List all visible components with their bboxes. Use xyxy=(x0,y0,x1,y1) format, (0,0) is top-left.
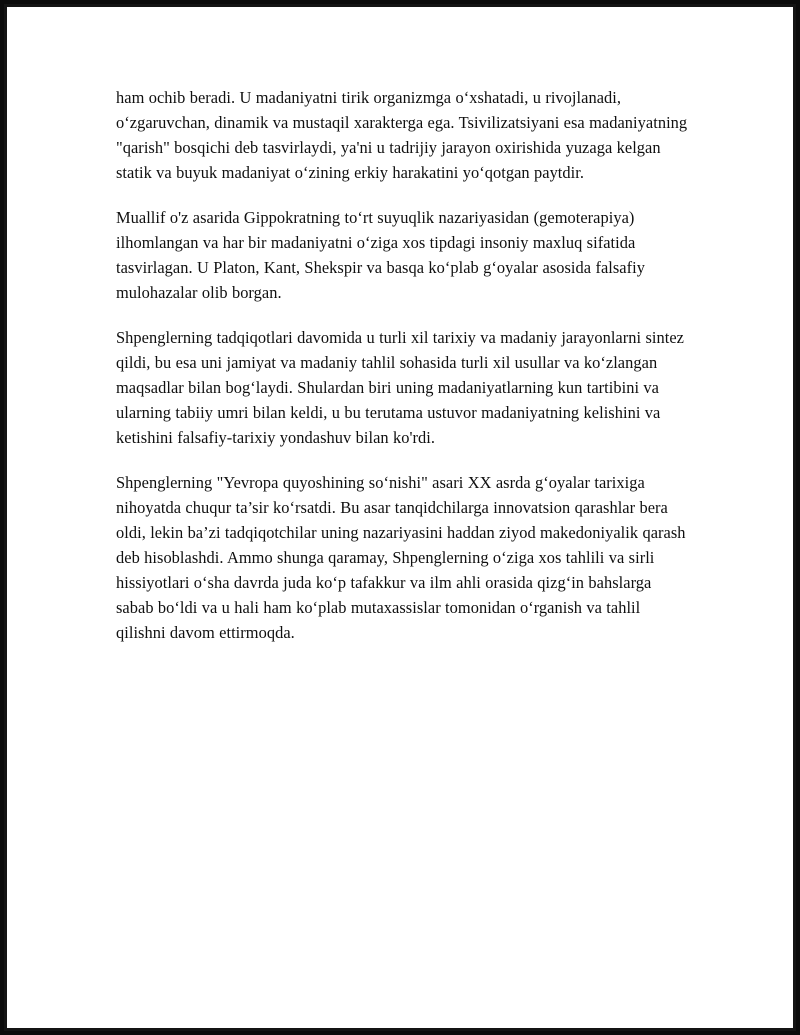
document-page-sheet xyxy=(7,7,793,1028)
page-frame-inner-border xyxy=(4,4,796,1031)
document-paragraph: Shpenglerning "Yevropa quyoshining so‘nishi" asari XX asrda g‘oyalar tarixiga nihoyatda chuqur ta’sir ko‘rsatdi. Bu asar tanqidchilarga innovatsion qarashlar bera oldi, lekin ba’zi tadqiqotchilar uning nazariyasini haddan ziyod makedoniyalik qarash deb hisoblashdi. Ammo shunga qaramay, Shpenglerning o‘ziga xos tahlili va sirli hissiyotlari o‘sha davrda juda ko‘p tafakkur va ilm ahli orasida qizg‘in bahslarga sabab bo‘ldi va u hali ham ko‘plab mutaxassislar tomonidan o‘rganish va tahlil qilishni davom ettirmoqda. xyxy=(116,473,686,642)
document-paragraph: Muallif o'z asarida Gippokratning to‘rt suyuqlik nazariyasidan (gemoterapiya) ilhomlangan va har bir madaniyatni o‘ziga xos tipdagi insoniy maxluq sifatida tasvirlagan. U Platon, Kant, Shekspir va basqa ko‘plab g‘oyalar asosida falsafiy mulohazalar olib borgan. xyxy=(116,208,645,302)
document-paragraph: ham ochib beradi. U madaniyatni tirik organizmga o‘xshatadi, u rivojlanadi, o‘zgaruvchan, dinamik va mustaqil xarakterga ega. Tsivilizatsiyani esa madaniyatning "qarish" bosqichi deb tasvirlaydi, ya'ni u tadrijiy jarayon oxirishida yuzaga kelgan statik va buyuk madaniyat o‘zining erkiy harakatini yo‘qotgan paytdir. xyxy=(116,88,688,182)
document-text-body xyxy=(116,85,692,645)
document-paragraph: Shpenglerning tadqiqotlari davomida u turli xil tarixiy va madaniy jarayonlarni sintez qildi, bu esa uni jamiyat va madaniy tahlil sohasida turli xil usullar va ko‘zlangan maqsadlar bilan bog‘laydi. Shulardan biri uning madaniyatlarning kun tartibini va ularning tabiiy umri bilan keldi, u bu terutama ustuvor madaniyatning kelishini va ketishini falsafiy-tarixiy yondashuv bilan ko'rdi. xyxy=(116,328,684,447)
